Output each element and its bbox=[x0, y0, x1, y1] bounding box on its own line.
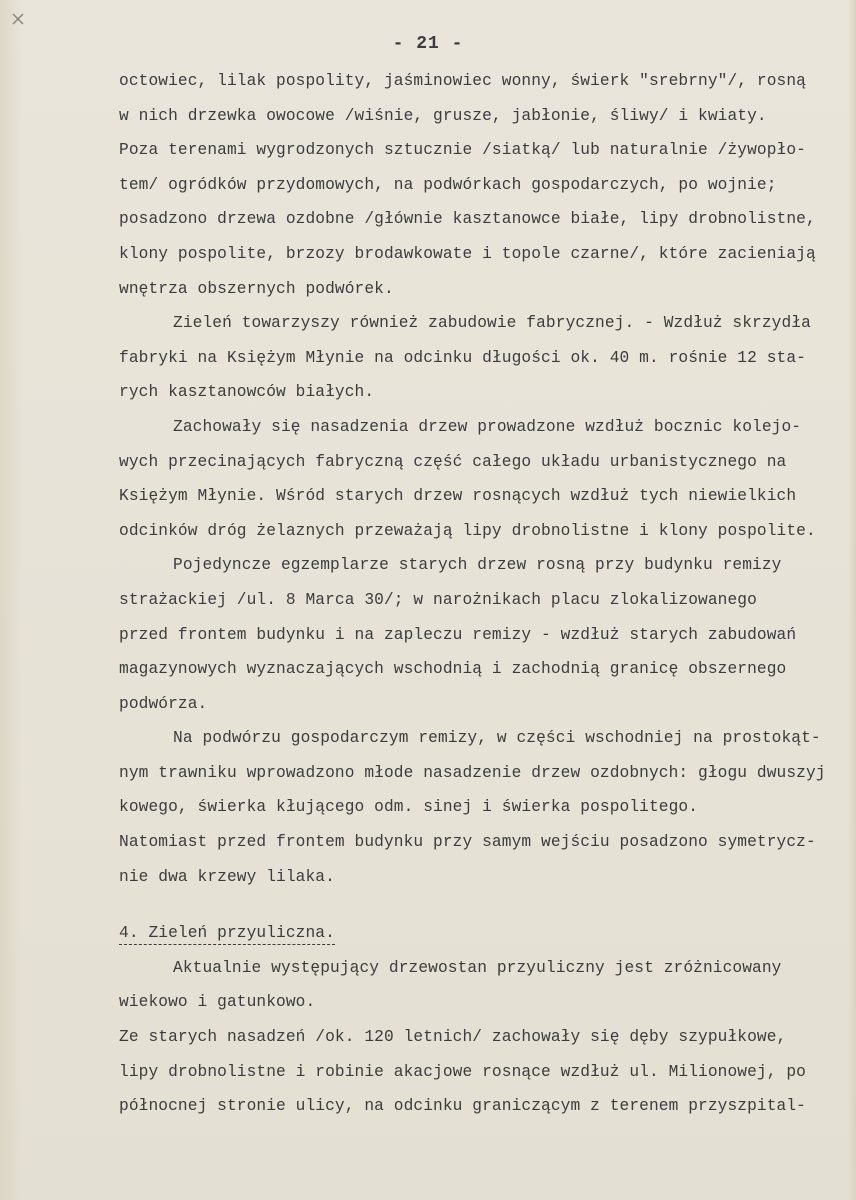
text-line: rych kasztanowców białych. bbox=[119, 383, 375, 402]
text-line: przed frontem budynku i na zapleczu remizy - wzdłuż starych zabudowań bbox=[119, 625, 797, 644]
paper-edge-left bbox=[0, 0, 22, 1200]
text-line: Poza terenami wygrodzonych sztucznie /siatką/ lub naturalnie /żywopło- bbox=[119, 141, 806, 160]
text-line: tem/ ogródków przydomowych, na podwórkach gospodarczych, po wojnie; bbox=[119, 175, 777, 194]
text-line: północnej stronie ulicy, na odcinku graniczącym z terenem przyszpital- bbox=[119, 1097, 806, 1116]
corner-mark-icon bbox=[11, 12, 25, 26]
text-line: Pojedyncze egzemplarze starych drzew rosną przy budynku remizy bbox=[173, 556, 782, 575]
section-gap bbox=[119, 894, 849, 916]
text-line: Zachowały się nasadzenia drzew prowadzone wzdłuż bocznic kolejo- bbox=[173, 417, 802, 436]
text-line: Natomiast przed frontem budynku przy samym wejściu posadzono symetrycz- bbox=[119, 833, 816, 852]
text-line: klony pospolite, brzozy brodawkowate i topole czarne/, które zacieniają bbox=[119, 244, 816, 263]
text-line: posadzono drzewa ozdobne /głównie kasztanowce białe, lipy drobnolistne, bbox=[119, 210, 816, 229]
paper-edge-right bbox=[848, 0, 856, 1200]
text-line: octowiec, lilak pospolity, jaśminowiec wonny, świerk "srebrny"/, rosną bbox=[119, 72, 806, 90]
text-line: wych przecinających fabryczną część całego układu urbanistycznego na bbox=[119, 452, 787, 471]
text-line: kowego, świerka kłującego odm. sinej i świerka pospolitego. bbox=[119, 798, 699, 817]
page-number: - 21 - bbox=[392, 34, 464, 54]
text-line: podwórza. bbox=[119, 694, 208, 713]
text-line: fabryki na Księżym Młynie na odcinku długości ok. 40 m. rośnie 12 sta- bbox=[119, 348, 806, 367]
text-line: nym trawniku wprowadzono młode nasadzenie drzew ozdobnych: głogu dwuszyj bbox=[119, 763, 826, 782]
text-line: magazynowych wyznaczających wschodnią i zachodnią granicę obszernego bbox=[119, 660, 787, 679]
section-heading: 4. Zieleń przyuliczna. bbox=[119, 922, 335, 945]
text-line: Zieleń towarzyszy również zabudowie fabrycznej. - Wzdłuż skrzydła bbox=[173, 314, 811, 333]
text-line: Aktualnie występujący drzewostan przyuliczny jest zróżnicowany bbox=[173, 958, 782, 977]
body-text bbox=[119, 64, 849, 1124]
text-line: wnętrza obszernych podwórek. bbox=[119, 279, 394, 298]
text-line: lipy drobnolistne i robinie akacjowe rosnące wzdłuż ul. Milionowej, po bbox=[119, 1062, 806, 1081]
text-line: nie dwa krzewy lilaka. bbox=[119, 867, 335, 886]
text-line: odcinków dróg żelaznych przeważają lipy drobnolistne i klony pospolite. bbox=[119, 521, 816, 540]
text-line: wiekowo i gatunkowo. bbox=[119, 993, 316, 1012]
text-line: strażackiej /ul. 8 Marca 30/; w narożnikach placu zlokalizowanego bbox=[119, 590, 757, 609]
section-heading-line bbox=[119, 916, 849, 951]
text-line: Na podwórzu gospodarczym remizy, w części wschodniej na prostokąt- bbox=[173, 729, 821, 748]
text-line: w nich drzewka owocowe /wiśnie, grusze, jabłonie, śliwy/ i kwiaty. bbox=[119, 106, 767, 125]
text-line: Księżym Młynie. Wśród starych drzew rosnących wzdłuż tych niewielkich bbox=[119, 487, 797, 506]
text-line: Ze starych nasadzeń /ok. 120 letnich/ zachowały się dęby szypułkowe, bbox=[119, 1028, 787, 1047]
